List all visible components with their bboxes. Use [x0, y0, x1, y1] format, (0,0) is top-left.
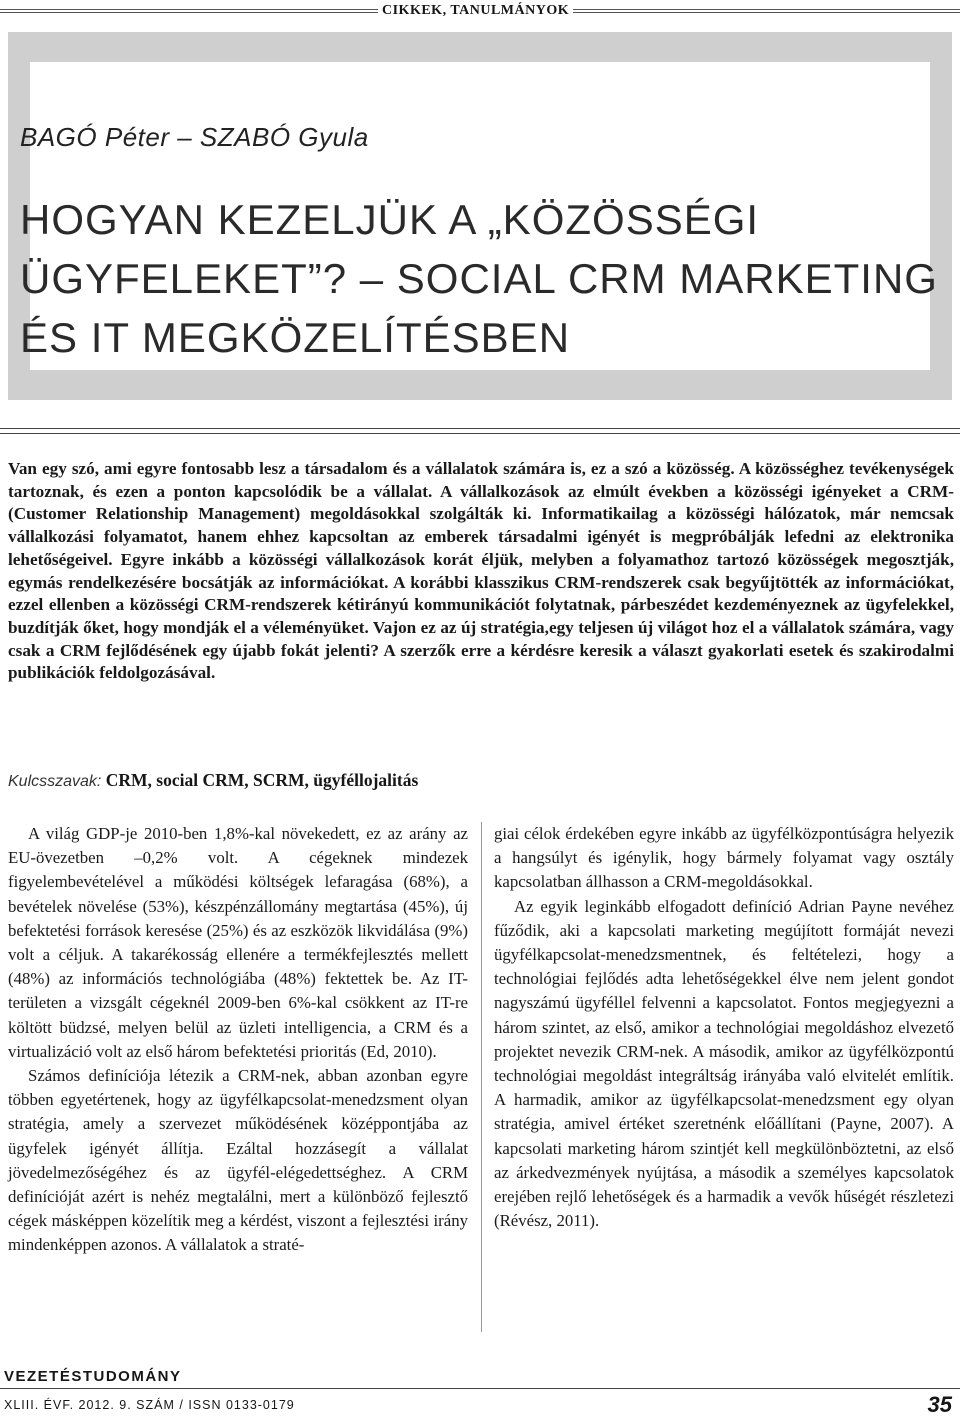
left-column	[8, 822, 468, 1258]
right-paragraph-1: giai célok érdekében egyre inkább az ügyfélközpontúságra helyezik a hangsúlyt és igénylik, hogy bármely folyamat vagy osztály kapcsolatban állhasson a CRM-megoldásokkal.	[494, 824, 954, 892]
page-number: 35	[927, 1392, 952, 1417]
keywords-label: Kulcsszavak:	[8, 773, 102, 790]
keywords-values: CRM, social CRM, SCRM, ügyféllojalitás	[105, 770, 419, 790]
column-divider	[481, 822, 482, 1332]
section-label: CIKKEK, TANULMÁNYOK	[378, 3, 573, 19]
title-line-2: ÜGYFELEKET”? – SOCIAL CRM MARKETING	[20, 255, 938, 302]
article-authors: BAGÓ Péter – SZABÓ Gyula	[20, 122, 369, 152]
journal-name: VEZETÉSTUDOMÁNY	[4, 1368, 182, 1385]
article-title	[20, 190, 938, 367]
right-paragraph-2: Az egyik leginkább elfogadott definíció Adrian Payne nevéhez fűződik, aki a kapcsolati marketing megújított formáját nevezi ügyfélkapcsolat-menedzsmentnek, és feltételezi, hogy a technológiai fejlődés adta lehetőségekkel élve nem jelent gondot nagyszámú ügyféllel felvenni a kapcsolatot. Fontos megjegyezni a három szintet, az első, amikor a technológiai megoldáshoz elvezető projektet nevezik CRM-nek. A második, amikor az ügyfélközpontú technológiai megoldást integráltság irányába való elvitelét említik. A harmadik, amikor az ügyfélkapcsolat-menedzsment egy olyan stratégia, amivel értéket szeretnénk előállítani (Payne, 2007). A kapcsolati marketing három szintjét kell megkülönböztetni, az első az árkedvezmények nyújtása, a második a személyes kapcsolatok erejében rejlő lehetőségek és a harmadik a vevők hűségét részletezi (Révész, 2011).	[494, 896, 954, 1231]
right-column	[494, 822, 954, 1233]
keywords	[8, 770, 418, 791]
abstract: Van egy szó, ami egyre fontosabb lesz a társadalom és a vállalatok számára is, ez a szó a közösség. A közösséghez tevékenységek tartoznak, és ezen a ponton kapcsolódik be a vállalat. A vállalkozások az elmúlt években a közösségi igényeket a CRM-(Customer Relationship Management) megoldásokkal szolgálták ki. Informatikailag a közösségi hálózatok, már nemcsak vállalkozási folyamatot, hanem ehhez kapcsoltan az emberek társadalmi igényét is megpróbálják lefedni az elektronika lehetőségeivel. Egyre inkább a közösségi vállalkozások korát éljük, melyben a folyamathoz tartozó közösségek megosztják, egymás rendelkezésére bocsátják az információkat. A korábbi klasszikus CRM-rendszerek csak begyűjtötték az információkat, ezzel ellenben a közösségi CRM-rendszerek kétirányú kommunikációt folytatnak, párbeszédet kezdeményeznek az ügyfelekkel, buzdítják őket, hogy mondják el a véleményüket. Vajon ez az új stratégia,egy teljesen új világot hoz el a vállalatok számára, vagy csak a CRM fejlődésének egy újabb fokát jelenti? A szerzők erre a kérdésre keresik a választ gyakorlati esetek és szakirodalmi publikációk feldolgozásával.	[8, 459, 954, 683]
issue-info: XLIII. ÉVF. 2012. 9. SZÁM / ISSN 0133-0179	[4, 1398, 295, 1412]
left-paragraph-1: A világ GDP-je 2010-ben 1,8%-kal növekedett, ez az arány az EU-övezetben –0,2% volt. A cégeknek mindezek figyelembevételével a működési költségek lefaragása (68%), a bevételek növelése (53%), készpénzállomány megtartása (45%), új befektetési források keresése (25%) és az eszközök likvidálása (9%) volt a céljuk. A takarékosság ellenére a termékfejlesztés mellett (48%) az információs technológiába (48%) fektettek be. Az IT-területen a vizsgált cégeknél 2009-ben 6%-kal csökkent az IT-re költött büdzsé, melyen belül az üzleti intelligencia, a CRM és a virtualizáció volt az első három befektetési prioritás (Ed, 2010).	[8, 824, 468, 1061]
footer-rule	[0, 1388, 960, 1389]
title-line-3: ÉS IT MEGKÖZELÍTÉSBEN	[20, 314, 571, 361]
section-header	[0, 3, 960, 20]
title-line-1: HOGYAN KEZELJÜK A „KÖZÖSSÉGI	[20, 196, 760, 243]
title-box	[8, 32, 952, 400]
abstract-top-rule	[0, 428, 960, 434]
left-paragraph-2: Számos definíciója létezik a CRM-nek, abban azonban egyre többen egyetértenek, hogy az ügyfélkapcsolat-menedzsment olyan stratégia, amely a szervezet működésének középpontjába az ügyfelek igényét állítja. Ezáltal hozzásegít a vállalat jövedelmezőségéhez és az ügyfél-elégedettséghez. A CRM definícióját azért is nehéz megtalálni, mert a különböző fejlesztő cégek másképpen közelítik meg a kérdést, viszont a fejlesztési irány mindenképpen azonos. A vállalatok a straté-	[8, 1066, 468, 1255]
